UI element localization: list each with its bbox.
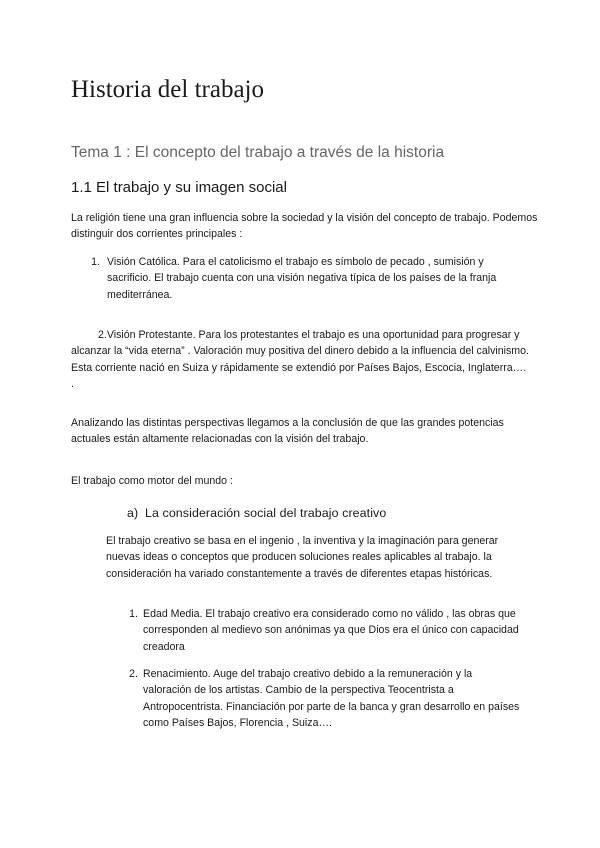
- topic-subtitle: Tema 1 : El concepto del trabajo a través de la historia: [71, 144, 445, 161]
- list-item-number: 1.: [91, 256, 100, 268]
- list-item-catholic-vision: Visión Católica. Para el catolicismo el trabajo es símbolo de pecado , sumisión y sacrificio. El trabajo cuenta con una visión negativa típica de los países de la franja mediterránea.: [107, 256, 497, 301]
- creative-paragraph: El trabajo creativo se basa en el ingenio , la inventiva y la imaginación para generar nuevas ideas o conceptos que producen soluciones reales aplicables al trabajo. la consideración ha variado constantemente a través de diferentes etapas históricas.: [106, 535, 499, 580]
- section-heading: 1.1 El trabajo y su imagen social: [71, 179, 287, 196]
- subsection-marker: a): [127, 506, 139, 520]
- motor-line: El trabajo como motor del mundo :: [71, 475, 233, 487]
- list-item-number: 2.: [129, 668, 138, 680]
- protestant-vision-paragraph: 2.Visión Protestante. Para los protestantes el trabajo es una oportunidad para progresar y alcanzar la “vida eterna” . Valoración muy positiva del dinero debido a la influencia del calvinismo. Esta corriente nació en Suiza y rápidamente se extendió por Países Bajos, Escocia, Inglaterra…. .: [71, 329, 529, 391]
- list-item-renaissance: Renacimiento. Auge del trabajo creativo debido a la remuneración y la valoración de los artistas. Cambio de la perspectiva Teocentrista a Antropocentrista. Financiación por parte de la banca y gran desarrollo en países como Países Bajos, Florencia , Suiza….: [143, 668, 520, 730]
- subsection-heading: [127, 504, 386, 522]
- list-item-middle-ages: Edad Media. El trabajo creativo era considerado como no válido , las obras que corresponden al medievo son anónimas ya que Dios era el único con capacidad creadora: [143, 608, 519, 653]
- intro-paragraph: La religión tiene una gran influencia sobre la sociedad y la visión del concepto de trabajo. Podemos distinguir dos corrientes principales :: [71, 212, 538, 241]
- list-item-number: 1.: [129, 608, 138, 620]
- analysis-paragraph: Analizando las distintas perspectivas llegamos a la conclusión de que las grandes potencias actuales están altamente relacionadas con la visión del trabajo.: [71, 417, 504, 446]
- subsection-title: La consideración social del trabajo creativo: [145, 506, 387, 520]
- page-title: Historia del trabajo: [71, 76, 264, 103]
